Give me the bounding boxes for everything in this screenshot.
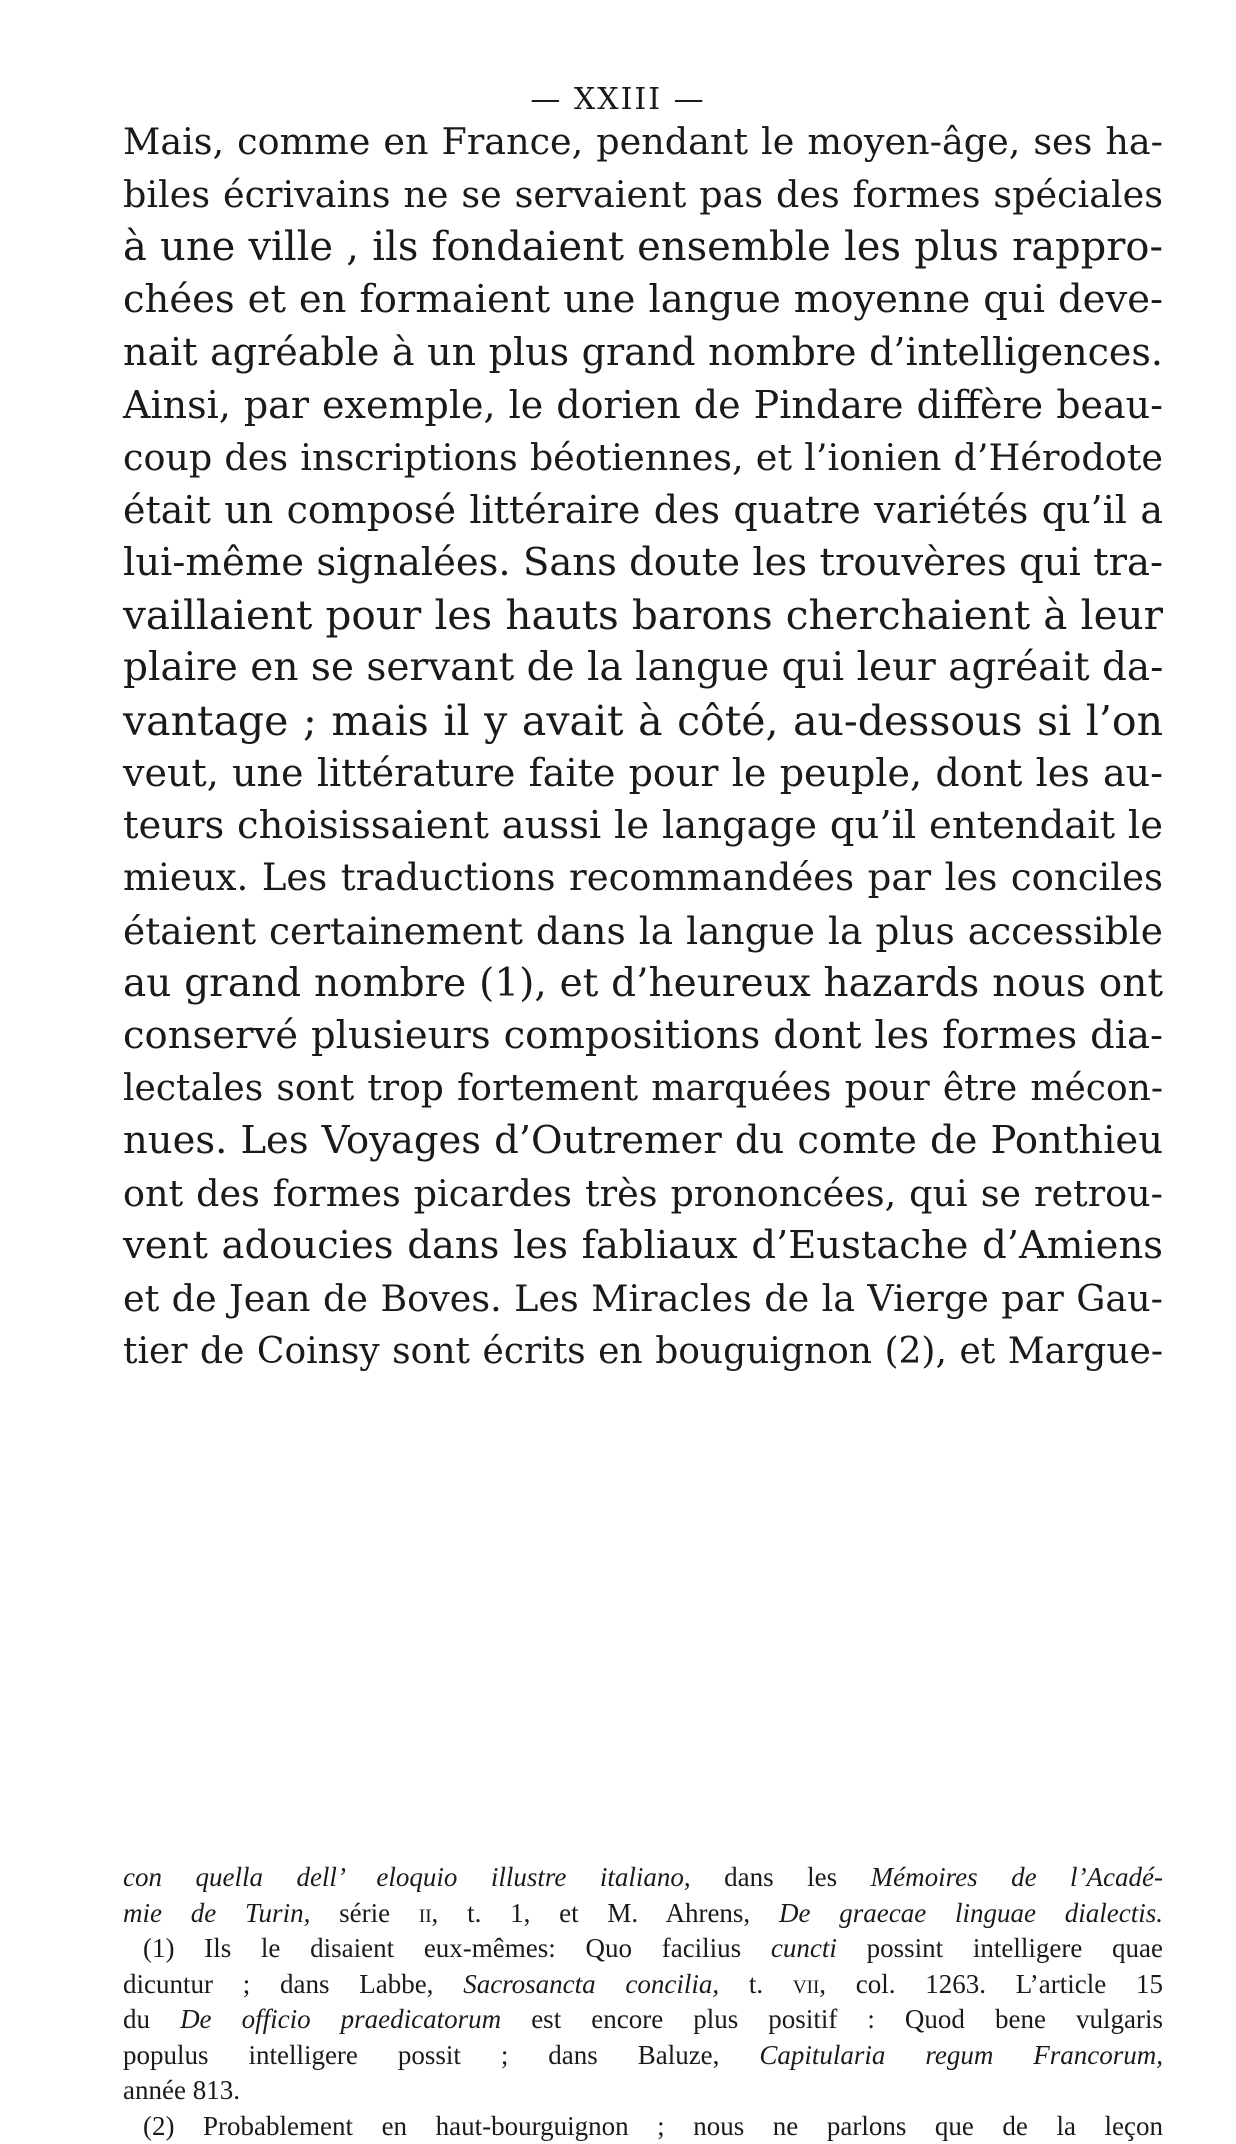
footnote-text: dans les [691,1862,871,1892]
footnote-italic: cuncti [771,1933,837,1963]
body-line: teurs choisissaient aussi le langage qu’il entendait le [123,800,1163,853]
footnote-2-line [123,2109,1163,2144]
body-line: au grand nombre (1), et d’heureux hazards nous ont [123,958,1163,1011]
footnote-italic: Capitularia regum Francorum, [759,2040,1163,2070]
body-text [123,116,1163,1378]
footnote-text: , col. 1263. L’article 15 [819,1969,1163,1999]
footnote-line [123,2073,1163,2109]
footnote-text: dicuntur ; dans Labbe, [123,1969,463,1999]
footnote-1-line [123,1931,1163,1967]
footnote-text: possint intelligere quae [837,1933,1163,1963]
body-line: étaient certainement dans la langue la plus accessible [123,905,1163,958]
body-line: à une ville , ils fondaient ensemble les plus rappro- [123,221,1163,274]
footnotes [123,1860,1163,2144]
body-line: biles écrivains ne se servaient pas des formes spéciales [123,169,1163,222]
footnote-text: t. [719,1969,793,1999]
body-line: Ainsi, par exemple, le dorien de Pindare diffère beau- [123,379,1163,432]
footnote-line [123,1896,1163,1932]
body-line: vantage ; mais il y avait à côté, au-dessous si l’on [123,695,1163,748]
footnote-italic: mie de Turin, [123,1898,310,1928]
footnote-line [123,2038,1163,2074]
body-line: mieux. Les traductions recommandées par les conciles [123,852,1163,905]
footnote-text: année 813. [123,2075,240,2105]
footnote-italic: De graecae linguae dialectis. [779,1898,1163,1928]
footnote-italic: Mémoires de l’Acadé- [871,1862,1163,1892]
body-line: conservé plusieurs compositions dont les formes dia- [123,1010,1163,1063]
footnote-italic: De officio praedicatorum [180,2004,501,2034]
body-line: lui-même signalées. Sans doute les trouvères qui tra- [123,537,1163,590]
footnote-text: (1) Ils le disaient eux-mêmes: Quo facilius [143,1933,771,1963]
body-line: et de Jean de Boves. Les Miracles de la Vierge par Gau- [123,1273,1163,1326]
footnote-line [123,2002,1163,2038]
footnote-line [123,1860,1163,1896]
footnote-line [123,1967,1163,2003]
footnote-smallcaps: vii [793,1969,819,1999]
body-line: coup des inscriptions béotiennes, et l’ionien d’Hérodote [123,432,1163,485]
body-line: chées et en formaient une langue moyenne qui deve- [123,274,1163,327]
footnote-text: série [310,1898,419,1928]
footnote-italic: Sacrosancta concilia, [463,1969,719,1999]
footnote-smallcaps: ii [419,1898,432,1928]
body-line: tier de Coinsy sont écrits en bouguignon (2), et Margue- [123,1326,1163,1379]
body-line: était un composé littéraire des quatre variétés qu’il a [123,484,1163,537]
footnote-text: du [123,2004,180,2034]
body-line: veut, une littérature faite pour le peuple, dont les au- [123,747,1163,800]
body-line: plaire en se servant de la langue qui leur agréait da- [123,642,1163,695]
body-line: vent adoucies dans les fabliaux d’Eustache d’Amiens [123,1220,1163,1273]
body-line: lectales sont trop fortement marquées pour être mécon- [123,1063,1163,1116]
page-number: — XXIII — [0,80,1236,120]
footnote-text: est encore plus positif : Quod bene vulgaris [501,2004,1163,2034]
body-line: nait agréable à un plus grand nombre d’intelligences. [123,326,1163,379]
body-line: Mais, comme en France, pendant le moyen-âge, ses ha- [123,116,1163,169]
body-line: vaillaient pour les hauts barons cherchaient à leur [123,589,1163,642]
footnote-text: (2) Probablement en haut-bourguignon ; nous ne parlons que de la leçon [143,2111,1163,2141]
body-line: nues. Les Voyages d’Outremer du comte de Ponthieu [123,1115,1163,1168]
footnote-text: , t. 1, et M. Ahrens, [432,1898,779,1928]
body-line: ont des formes picardes très prononcées, qui se retrou- [123,1168,1163,1221]
footnote-italic: con quella dell’ eloquio illustre italiano, [123,1862,691,1892]
footnote-text: populus intelligere possit ; dans Baluze, [123,2040,759,2070]
